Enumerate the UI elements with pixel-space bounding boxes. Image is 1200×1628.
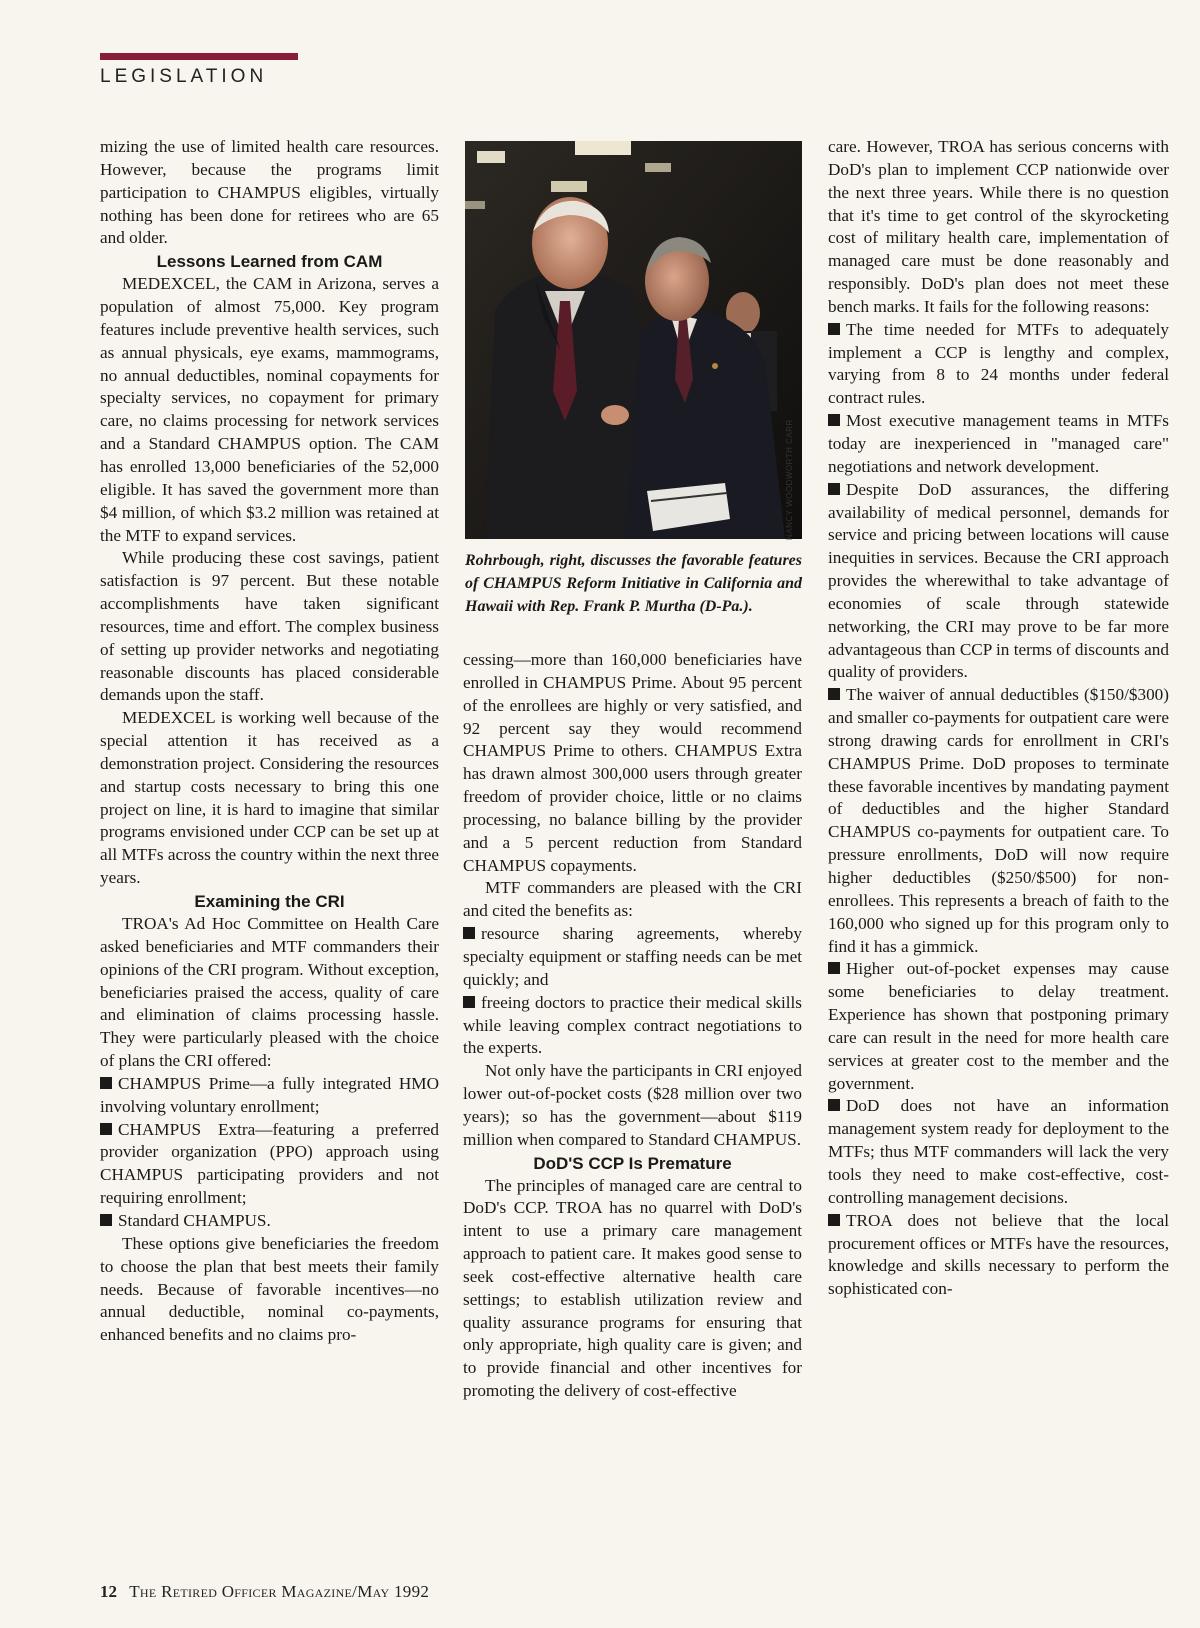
bullet-square-icon: [828, 688, 840, 700]
page-footer: [100, 1582, 429, 1602]
column-1: [100, 136, 439, 1347]
bullet-square-icon: [828, 962, 840, 974]
paragraph: MTF commanders are pleased with the CRI and cited the benefits as:: [463, 878, 802, 921]
paragraph: MEDEXCEL is working well because of the special attention it has received as a demonstration project. Considering the resources and startup costs necessary to bring this one project on line, it is hard to imagine that similar programs envisioned under CCP can be set up at all MTFs across the country within the next three years.: [100, 708, 439, 888]
paragraph: The principles of managed care are central to DoD's CCP. TROA has no quarrel with DoD's intent to use a primary care management approach to patient care. It makes good sense to seek cost-effective alternative health care settings; to establish utilization review and quality assurance programs for ensuring that only appropriate, high quality care is given; and to provide financial and other incentives for promoting the delivery of cost-effective: [463, 1175, 802, 1401]
column-3: [828, 136, 1169, 1301]
bullet-item: DoD does not have an information management system ready for deployment to the MTFs; thus MTF commanders will lack the very tools they need to make cost-effective, cost-controlling management decisions.: [828, 1096, 1169, 1207]
bullet-item: TROA does not believe that the local procurement offices or MTFs have the resources, knowledge and skills necessary to perform the sophisticated con-: [828, 1210, 1169, 1299]
bullet-square-icon: [100, 1077, 112, 1089]
bullet-item: resource sharing agreements, whereby specialty equipment or staffing needs can be met quickly; and: [463, 924, 802, 989]
subheading: Examining the CRI: [194, 892, 345, 911]
photo: [465, 141, 802, 539]
paragraph: mizing the use of limited health care resources. However, because the programs limit participation to CHAMPUS eligibles, virtually nothing has been done for retirees who are 65 and older.: [100, 137, 439, 248]
bullet-square-icon: [100, 1123, 112, 1135]
paragraph: Not only have the participants in CRI enjoyed lower out-of-pocket costs ($28 million over two years); so has the government—about $119 million when compared to Standard CHAMPUS.: [463, 1061, 802, 1149]
bullet-square-icon: [828, 323, 840, 335]
page-number: 12: [100, 1582, 117, 1601]
bullet-item: Most executive management teams in MTFs today are inexperienced in "managed care" negotiations and network development.: [828, 411, 1169, 476]
bullet-square-icon: [828, 414, 840, 426]
bullet-square-icon: [100, 1214, 112, 1226]
paragraph: MEDEXCEL, the CAM in Arizona, serves a population of almost 75,000. Key program features include preventive health services, such as annual physicals, eye exams, mammograms, no annual deductibles, nominal copayments for specialty services, no copayment for primary care, no claims processing for network services and a Standard CHAMPUS option. The CAM has enrolled 13,000 beneficiaries of the 52,000 eligible. It has saved the government more than $4 million, of which $3.2 million was retained at the MTF to expand services.: [100, 274, 439, 545]
bullet-square-icon: [463, 927, 475, 939]
publication-line: The Retired Officer Magazine/May 1992: [129, 1582, 430, 1601]
bullet-item: CHAMPUS Extra—featuring a preferred provider organization (PPO) approach using CHAMPUS participating providers and not requiring enrollment;: [100, 1119, 439, 1208]
bullet-square-icon: [828, 483, 840, 495]
paragraph: These options give beneficiaries the freedom to choose the plan that best meets their family needs. Because of favorable incentives—no annual deductible, nominal co-payments, enhanced benefits and no claims pro-: [100, 1233, 439, 1345]
bullet-item: The waiver of annual deductibles ($150/$300) and smaller co-payments for outpatient care were strong drawing cards for enrollment in CRI's CHAMPUS Prime. DoD proposes to terminate these favorable incentives by mandating payment of deductibles and the higher Standard CHAMPUS co-payments for outpatient care. To pressure enrollments, DoD will now require higher deductibles ($250/$500) for non-enrollees. This represents a breach of faith to the 160,000 who signed up for this program only to find it has a gimmick.: [828, 685, 1169, 956]
bullet-item: The time needed for MTFs to adequately implement a CCP is lengthy and complex, varying from 8 to 24 months under federal contract rules.: [828, 319, 1169, 408]
section-rule: [100, 53, 298, 60]
subheading: Lessons Learned from CAM: [156, 252, 383, 272]
photo-caption: Rohrbough, right, discusses the favorable features of CHAMPUS Reform Initiative in California and Hawaii with Rep. Frank P. Murtha (D-Pa.).: [465, 552, 802, 615]
bullet-square-icon: [828, 1099, 840, 1111]
bullet-item: Despite DoD assurances, the differing availability of medical personnel, demands for service and pricing between locations will cause inequities in services. Because the CRI approach provides the wherewithal to take advantage of economies of scale through statewide networking, the CRI may prove to be far more advantageous than CCP in terms of discounts and quality of providers.: [828, 479, 1169, 682]
section-label: LEGISLATION: [100, 66, 268, 87]
paragraph: While producing these cost savings, patient satisfaction is 97 percent. But these notable accomplishments have taken significant resources, time and effort. The complex business of setting up provider networks and negotiating reasonable discounts has placed considerable demands upon the staff.: [100, 548, 439, 705]
column-2: [463, 649, 802, 1403]
bullet-square-icon: [463, 996, 475, 1008]
photo-credit: NANCY WOODWORTH CARR: [785, 419, 794, 540]
paragraph: cessing—more than 160,000 beneficiaries have enrolled in CHAMPUS Prime. About 95 percent of the enrollees are highly or very satisfied, and 92 percent say they would recommend CHAMPUS Prime to others. CHAMPUS Extra has drawn almost 300,000 users through greater freedom of provider choice, little or no claims processing, no balance billing by the provider and a 5 percent reduction from Standard CHAMPUS copayments.: [463, 650, 802, 875]
photo-illustration: [465, 141, 802, 539]
paragraph: TROA's Ad Hoc Committee on Health Care asked beneficiaries and MTF commanders their opinions of the CRI program. Without exception, beneficiaries praised the access, quality of care and elimination of claims processing hassle. They were particularly pleased with the choice of plans the CRI offered:: [100, 914, 439, 1071]
bullet-item: Higher out-of-pocket expenses may cause some beneficiaries to delay treatment. Experience has shown that postponing primary care can result in the need for more health care services at greater cost to the member and the government.: [828, 959, 1169, 1093]
bullet-item: CHAMPUS Prime—a fully integrated HMO involving voluntary enrollment;: [100, 1073, 439, 1116]
bullet-square-icon: [828, 1214, 840, 1226]
bullet-item: Standard CHAMPUS.: [100, 1210, 439, 1233]
subheading: DoD'S CCP Is Premature: [533, 1153, 732, 1173]
paragraph: care. However, TROA has serious concerns with DoD's plan to implement CCP nationwide over the next three years. While there is no question that it's time to get control of the skyrocketing cost of military health care, implementation of managed care must be done reasonably and responsibly. DoD's plan does not meet these bench marks. It fails for the following reasons:: [828, 137, 1169, 316]
bullet-item: freeing doctors to practice their medical skills while leaving complex contract negotiations to the experts.: [463, 992, 802, 1058]
